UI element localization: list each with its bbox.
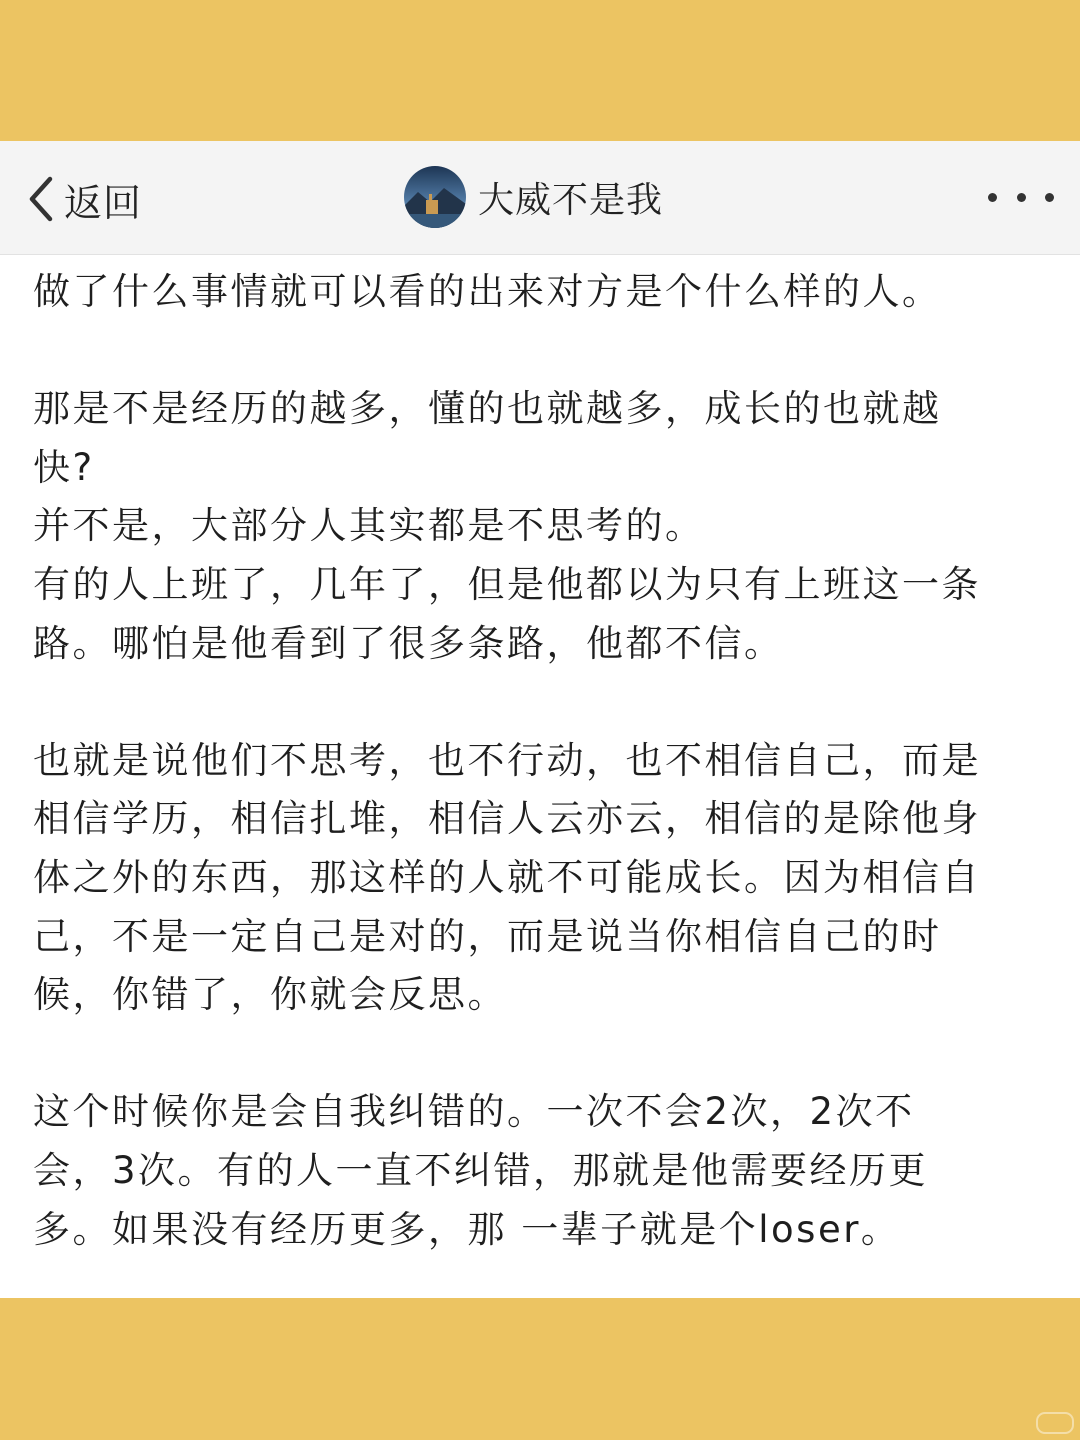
paragraph-gap: [33, 673, 1043, 732]
article-line: 路。哪怕是他看到了很多条路，他都不信。: [33, 621, 784, 665]
avatar[interactable]: [404, 166, 466, 228]
article-line: 己，不是一定自己是对的，而是说当你相信自己的时: [33, 914, 942, 958]
article-line: 做了什么事情就可以看的出来对方是个什么样的人。: [33, 270, 942, 313]
nav-bar: [0, 141, 1080, 255]
chevron-left-icon: [24, 173, 62, 225]
bottom-decor-band: [0, 1298, 1080, 1440]
more-horizontal-icon: [1045, 193, 1054, 202]
watermark-icon: [1036, 1412, 1074, 1434]
more-horizontal-icon: [1017, 193, 1026, 202]
top-decor-band: [0, 0, 1080, 141]
back-button[interactable]: [24, 171, 142, 227]
article-line: 会，3次。有的人一直不纠错，那就是他需要经历更: [33, 1148, 929, 1192]
post-content: [0, 255, 1080, 1298]
author-name: 大威不是我: [478, 179, 664, 221]
article-line: 多。如果没有经历更多，那 一辈子就是个loser。: [33, 1207, 901, 1251]
more-options-button[interactable]: [988, 181, 1054, 213]
article-line: 体之外的东西，那这样的人就不可能成长。因为相信自: [33, 855, 981, 899]
article-line: 并不是，大部分人其实都是不思考的。: [33, 504, 705, 548]
paragraph-gap: [33, 1025, 1043, 1084]
article-line: 那是不是经历的越多，懂的也就越多，成长的也就越: [33, 387, 942, 431]
article-line: 候，你错了，你就会反思。: [33, 973, 507, 1017]
back-label: 返回: [64, 180, 143, 225]
article-line: 这个时候你是会自我纠错的。一次不会2次，2次不: [33, 1090, 915, 1134]
article-line: 有的人上班了，几年了，但是他都以为只有上班这一条: [33, 562, 981, 606]
article-line: 快?: [33, 445, 95, 489]
author-profile[interactable]: [404, 166, 663, 228]
more-horizontal-icon: [988, 193, 997, 202]
paragraph-gap: [33, 322, 1043, 381]
article-line: 也就是说他们不思考，也不行动，也不相信自己，而是: [33, 738, 981, 782]
article-body: [33, 263, 1043, 1259]
article-line: 相信学历，相信扎堆，相信人云亦云，相信的是除他身: [33, 797, 981, 841]
